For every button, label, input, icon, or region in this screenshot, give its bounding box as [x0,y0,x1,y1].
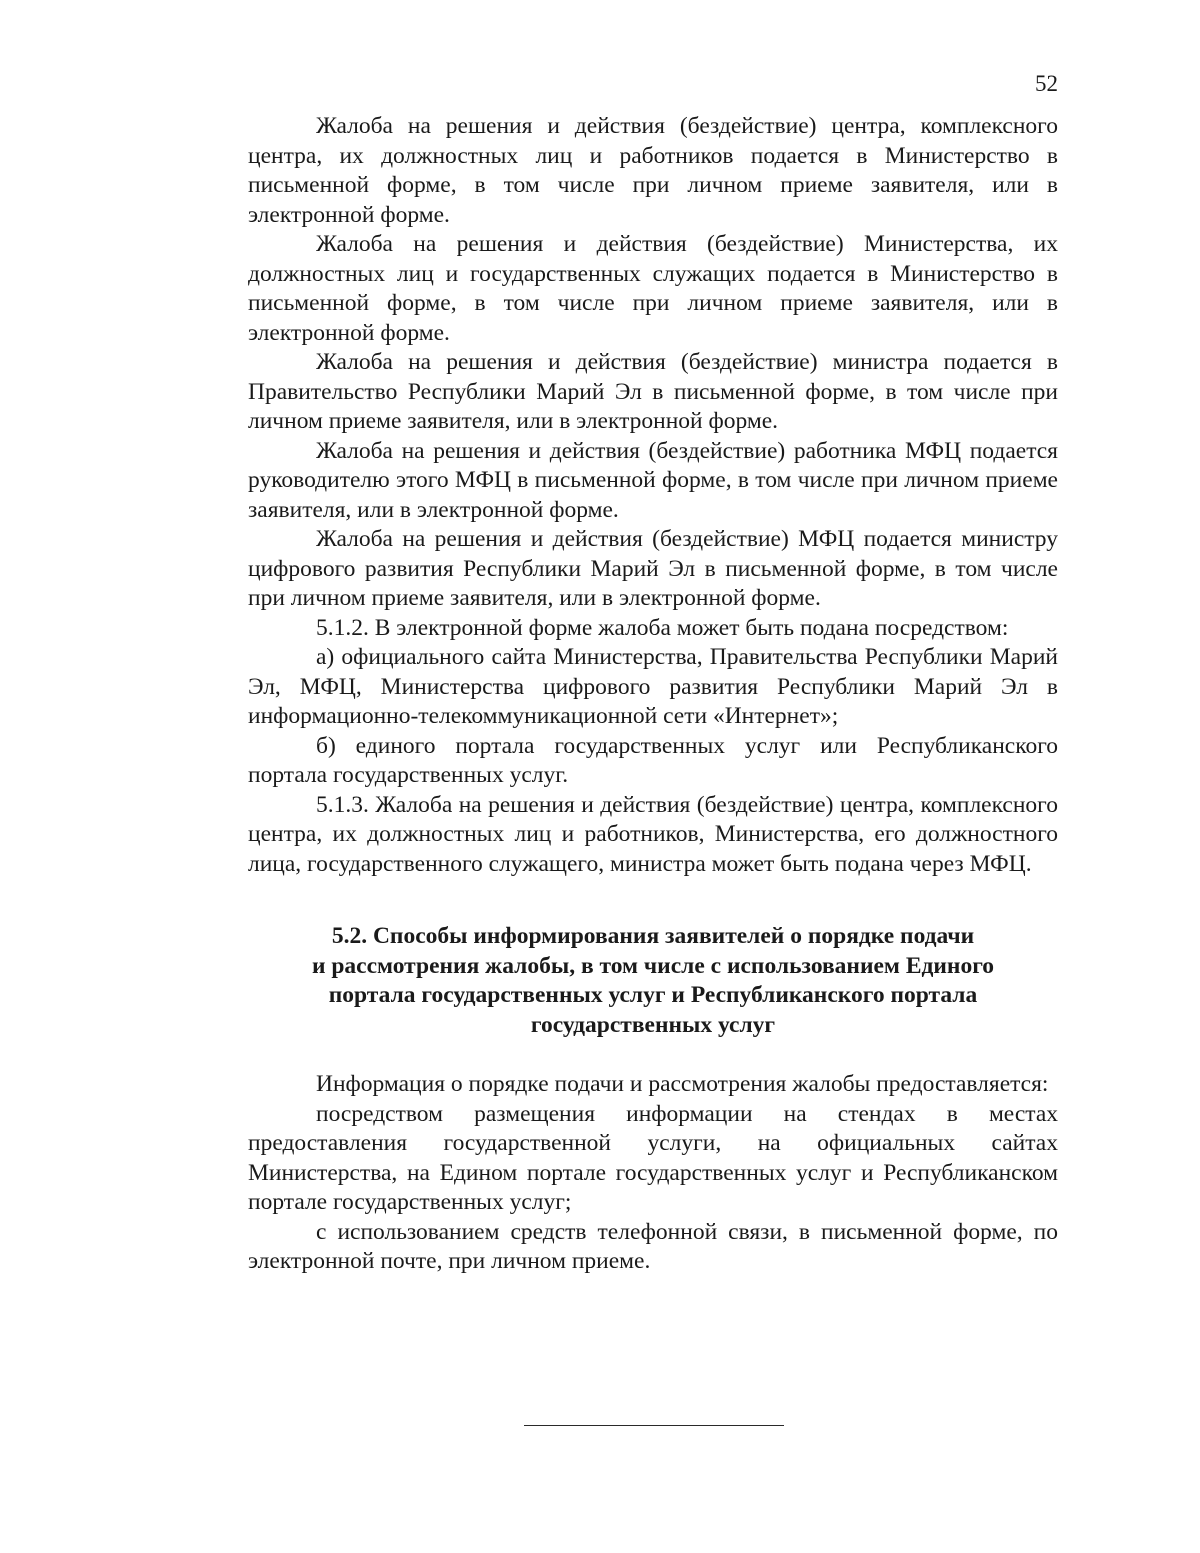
end-of-text-divider [524,1425,784,1426]
paragraph-information-phone: с использованием средств телефонной связи, в письменной форме, по электронной почте, при личном приеме. [248,1218,1058,1274]
paragraph-complaint-mfc: Жалоба на решения и действия (бездействие) МФЦ подается министру цифрового развития Республики Марий Эл в письменной форме, в том числе при личном приеме заявителя, или в электронной форме. [248,526,1058,611]
heading-line: государственных услуг [530,1011,776,1038]
page-number: 52 [1035,71,1058,96]
paragraph-item-b: б) единого портала государственных услуг или Республиканского портала государственных услуг. [248,732,1058,788]
paragraph-complaint-center: Жалоба на решения и действия (бездействие) центра, комплексного центра, их должностных лиц и работников подается в Министерство в письменной форме, в том числе при личном приеме заявителя, или в электронной форме. [248,113,1058,228]
paragraph-information-stands: посредством размещения информации на стендах в местах предоставления государственной услуги, на официальных сайтах Министерства, на Едином портале государственных услуг и Республиканском портале государственных услуг; [248,1100,1058,1215]
heading-line: и рассмотрения жалобы, в том числе с использованием Единого [311,952,995,979]
paragraph-complaint-minister: Жалоба на решения и действия (бездействие) министра подается в Правительство Республики Марий Эл в письменной форме, в том числе при личном приеме заявителя, или в электронной форме. [248,349,1058,434]
paragraph-complaint-ministry: Жалоба на решения и действия (бездействие) Министерства, их должностных лиц и государственных служащих подается в Министерство в письменной форме, в том числе при личном приеме заявителя, или в электронной форме. [248,231,1058,346]
paragraph-complaint-mfc-employee: Жалоба на решения и действия (бездействие) работника МФЦ подается руководителю этого МФЦ в письменной форме, в том числе при личном приеме заявителя, или в электронной форме. [248,437,1058,523]
paragraph-information-intro: Информация о порядке подачи и рассмотрения жалобы предоставляется: [316,1071,1049,1097]
document-body [248,112,1058,1277]
heading-line: портала государственных услуг и Республиканского портала [328,982,978,1008]
paragraph-5-1-3: 5.1.3. Жалоба на решения и действия (бездействие) центра, комплексного центра, их должностных лиц и работников, Министерства, его должностного лица, государственного служащего, министра может быть подана через МФЦ. [248,791,1058,877]
heading-line: 5.2. Способы информирования заявителей о порядке подачи [331,923,975,949]
paragraph-item-a: а) официального сайта Министерства, Правительства Республики Марий Эл, МФЦ, Министерства цифрового развития Республики Марий Эл в информационно-телекоммуникационной сети «Интернет»; [248,644,1058,729]
section-heading-5-2 [248,922,1058,1040]
paragraph-5-1-2: 5.1.2. В электронной форме жалоба может быть подана посредством: [316,614,1009,641]
